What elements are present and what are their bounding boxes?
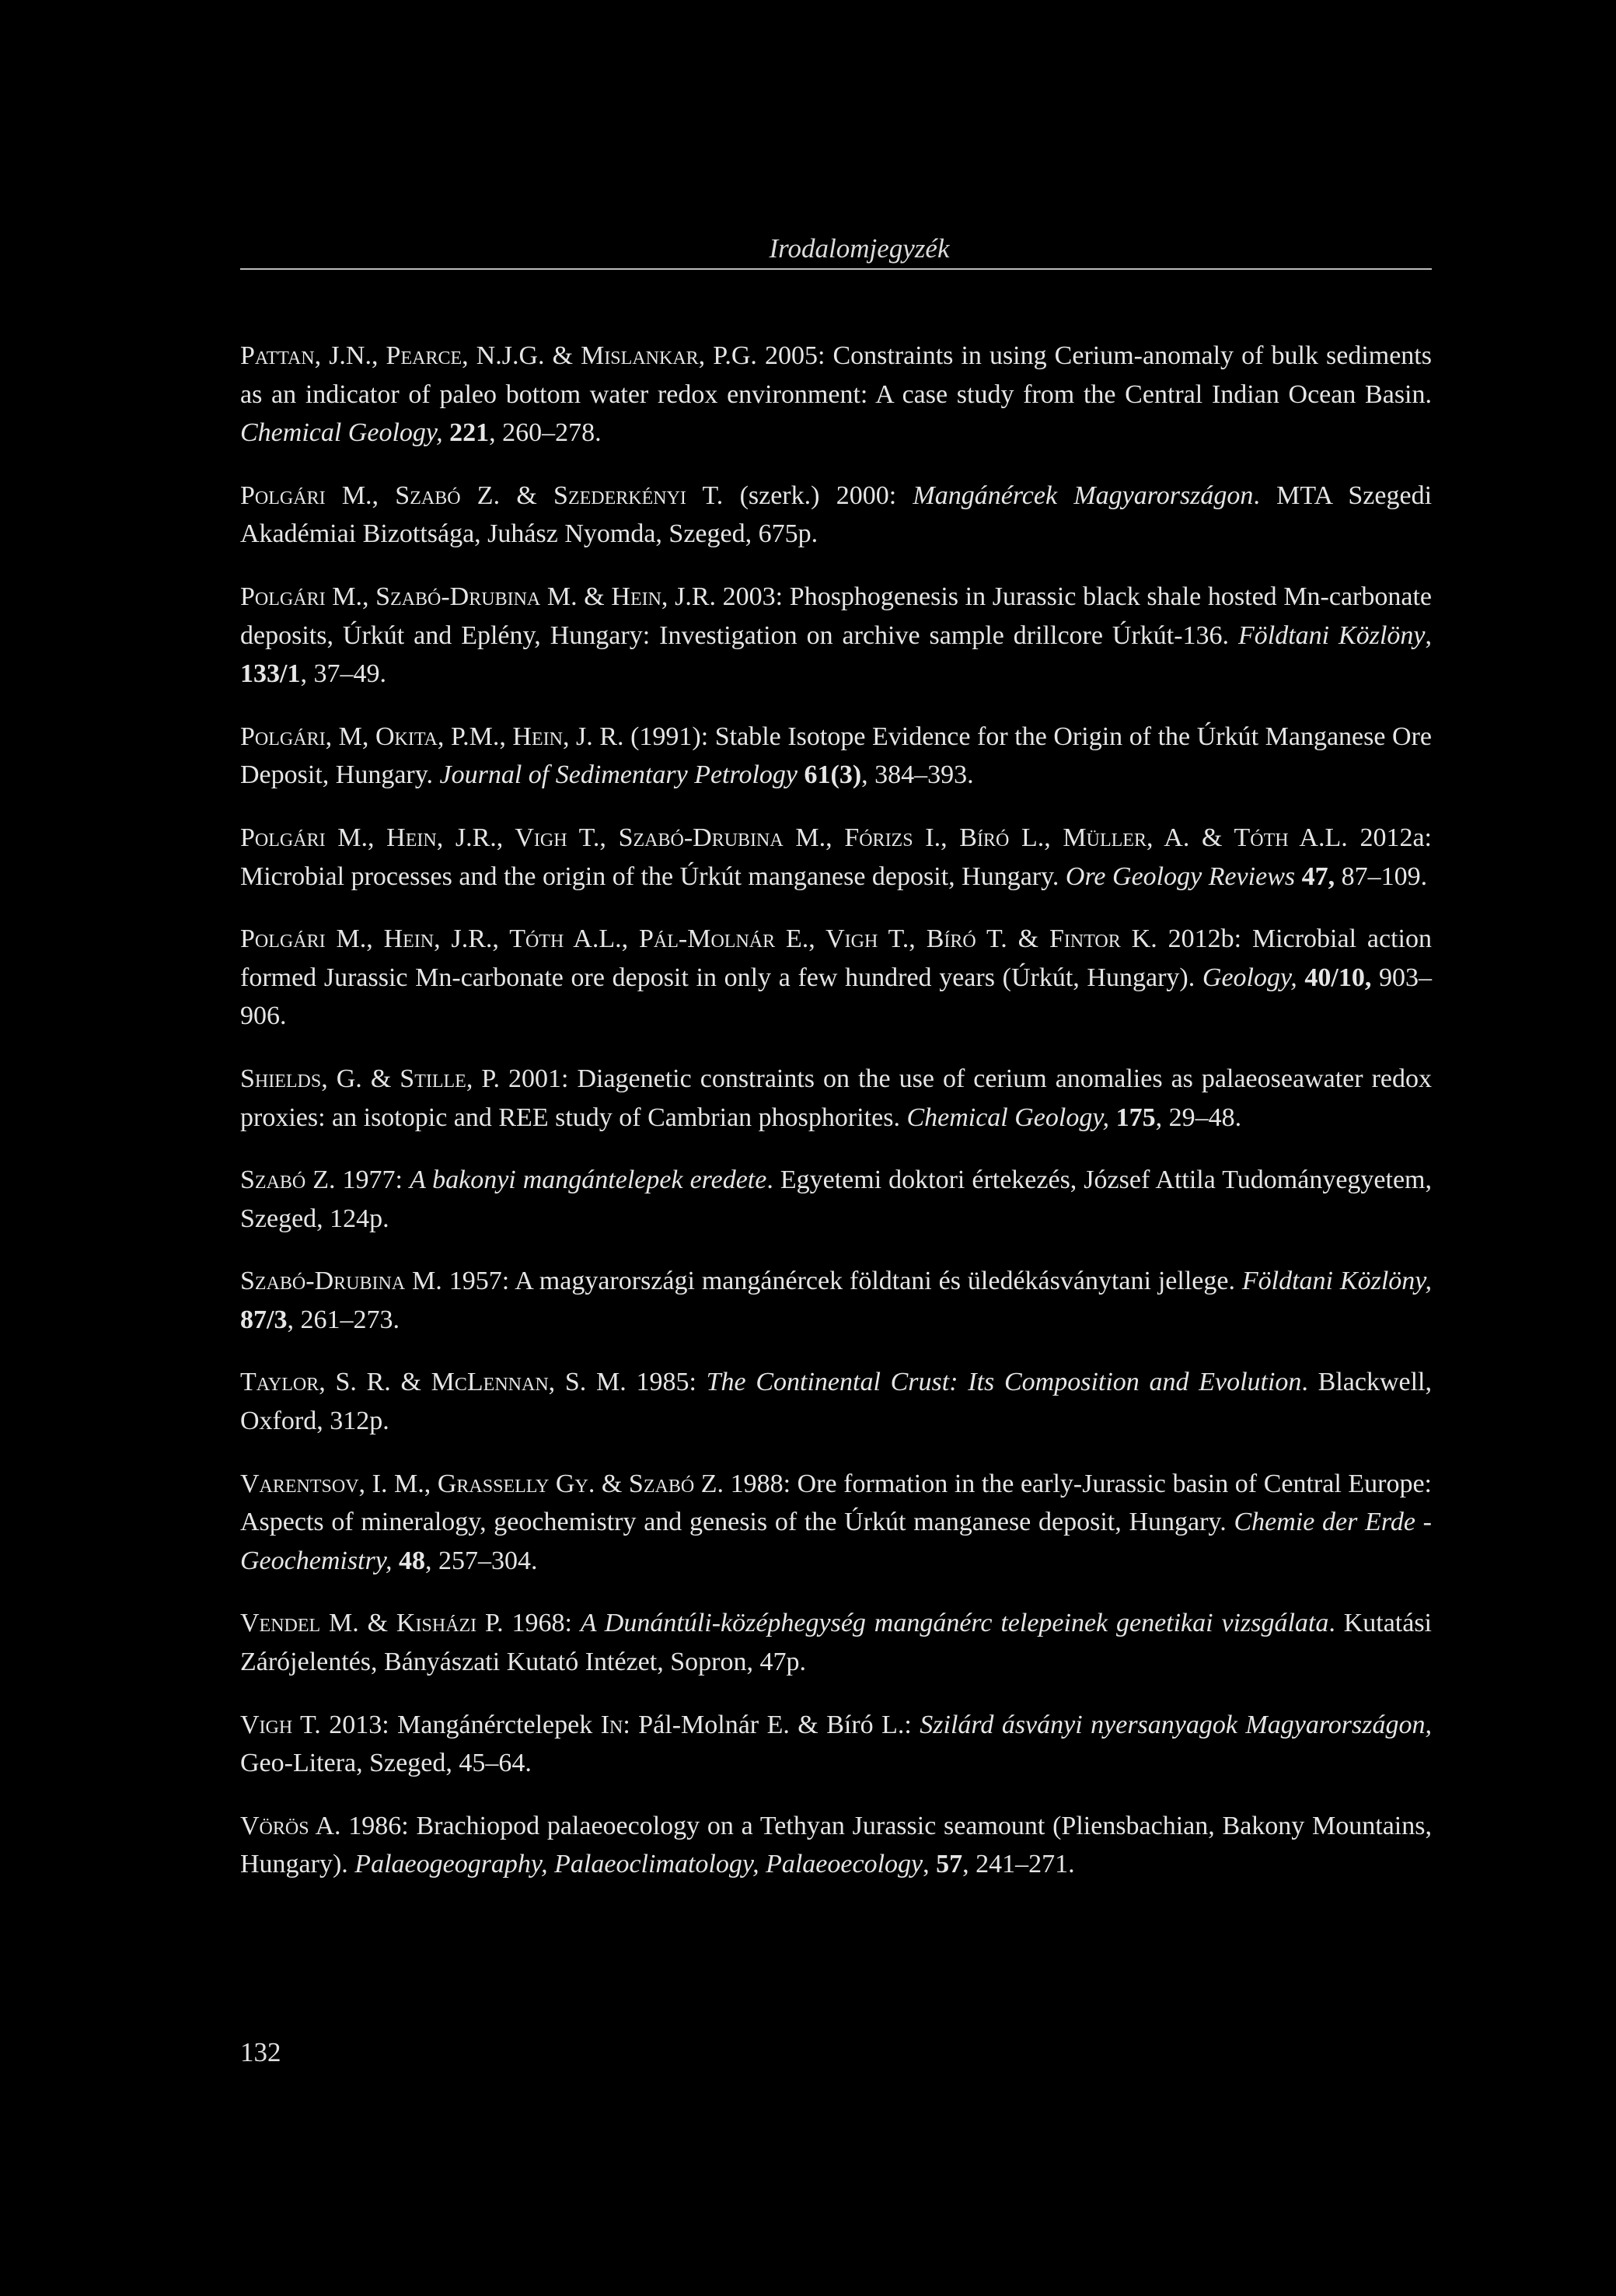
author-names: Szabó Z. <box>240 1165 336 1195</box>
citation-text: 2012b: Microbial action formed Jurassic Mn-carbonate ore deposit in only a few hundred years (Úrkút, Hungary). <box>240 924 1432 992</box>
author-names: In <box>600 1710 623 1739</box>
publication-title: Chemie der Erde - Geochemistry, <box>240 1508 1432 1575</box>
citation-text: (1991): Stable Isotope Evidence for the Origin of the Úrkút Manganese Ore Deposit, Hungary. <box>240 722 1432 790</box>
volume-number: 61(3) <box>798 760 862 790</box>
reference-entry <box>240 1706 1432 1783</box>
reference-entry <box>240 1363 1432 1440</box>
author-names: Szabó-Drubina M. <box>240 1267 442 1296</box>
reference-entry <box>240 718 1432 795</box>
author-names: Shields, G. & Stille, P. <box>240 1064 500 1093</box>
publication-title: Mangánércek Magyarországon <box>913 481 1254 510</box>
publication-title: The Continental Crust: Its Composition and Evolution <box>706 1368 1302 1397</box>
author-names: Polgári M., Szabó Z. & Szederkényi T. <box>240 481 724 510</box>
reference-entry <box>240 819 1432 896</box>
publication-title: Földtani Közlöny, <box>1241 1267 1432 1296</box>
page-number: 132 <box>240 2037 281 2067</box>
author-names: Pattan, J.N., Pearce, N.J.G. & Mislankar, P.G. <box>240 341 757 370</box>
reference-entry <box>240 578 1432 694</box>
reference-entry <box>240 920 1432 1036</box>
reference-entry <box>240 1262 1432 1339</box>
volume-number: 40/10, <box>1297 963 1372 992</box>
author-names: Vörös A. <box>240 1811 341 1840</box>
volume-number: 133/1 <box>240 659 301 689</box>
volume-number: 57 <box>936 1850 963 1879</box>
author-names: Polgári M., Szabó-Drubina M. & Hein, J.R. <box>240 582 717 611</box>
publication-title: Chemical Geology, <box>240 418 443 448</box>
volume-number: 175 <box>1109 1103 1156 1132</box>
publication-title: Földtani Közlöny <box>1238 620 1426 650</box>
reference-entry <box>240 1060 1432 1137</box>
volume-number: 87/3 <box>240 1305 288 1334</box>
citation-text: . MTA Szegedi Akadémiai Bizottsága, Juhász Nyomda, Szeged, 675p. <box>240 481 1433 549</box>
header-title: Irodalomjegyzék <box>769 233 950 264</box>
author-names: Polgári M., Hein, J.R., Vigh T., Szabó-Drubina M., Fórizs I., Bíró L., Müller, A. & Tóth A.L. <box>240 823 1348 852</box>
citation-text: 1957: A magyarországi mangánércek földtani és üledékásványtani jellege. <box>442 1267 1242 1296</box>
citation-text: . Egyetemi doktori értekezés, József Attila Tudományegyetem, Szeged, 124p. <box>240 1165 1432 1233</box>
volume-number: 221 <box>442 418 490 448</box>
citation-text: . Blackwell, Oxford, 312p. <box>240 1368 1432 1436</box>
citation-text: 1977: <box>335 1165 410 1195</box>
citation-text: 2012a: Microbial processes and the origin of the Úrkút manganese deposit, Hungary. <box>240 823 1432 891</box>
publication-title: Szilárd ásványi nyersanyagok Magyarországon, <box>920 1710 1433 1739</box>
publication-title: Geology, <box>1202 963 1297 992</box>
publication-title: Ore Geology Reviews <box>1065 861 1296 891</box>
citation-text: , <box>923 1850 937 1879</box>
author-names: Varentsov, I. M., Grasselly Gy. & Szabó Z. <box>240 1469 724 1498</box>
publication-title: Journal of Sedimentary Petrology <box>439 760 798 790</box>
citation-text: , 37–49. <box>300 659 386 689</box>
volume-number: 47, <box>1295 861 1335 891</box>
citation-text: , <box>1425 620 1433 650</box>
publication-title: Palaeogeography, Palaeoclimatology, Palaeoecology <box>354 1850 923 1879</box>
citation-text: 2005: Constraints in using Cerium-anomaly of bulk sediments as an indicator of paleo bottom water redox environment: A case study from the Central Indian Ocean Basin. <box>240 341 1432 409</box>
citation-text: 1988: Ore formation in the early-Jurassic basin of Central Europe: Aspects of mineralogy, geochemistry and genesis of the Úrkút manganese deposit, Hungary. <box>240 1469 1432 1537</box>
citation-text: 1986: Brachiopod palaeoecology on a Tethyan Jurassic seamount (Pliensbachian, Bakony Mountains, Hungary). <box>240 1811 1432 1879</box>
citation-text: , 257–304. <box>424 1546 538 1575</box>
citation-text: 1968: <box>503 1609 581 1638</box>
citation-text: : Pál-Molnár E. & Bíró L.: <box>623 1710 920 1739</box>
citation-text: , 29–48. <box>1155 1103 1242 1132</box>
publication-title: A Dunántúli-középhegység mangánérc telepeinek genetikai vizsgálata <box>580 1609 1329 1638</box>
citation-text: 2013: Mangánérctelepek <box>320 1710 601 1739</box>
reference-list <box>240 337 1432 1908</box>
publication-title: Chemical Geology, <box>906 1103 1110 1132</box>
citation-text: 2003: Phosphogenesis in Jurassic black shale hosted Mn-carbonate deposits, Úrkút and Eplény, Hungary: Investigation on archive sample drillcore Úrkút-136. <box>240 582 1433 650</box>
author-names: Taylor, S. R. & McLennan, S. M. <box>240 1368 627 1397</box>
reference-entry <box>240 1807 1432 1884</box>
author-names: Polgári M., Hein, J.R., Tóth A.L., Pál-Molnár E., Vigh T., Bíró T. & Fintor K. <box>240 924 1157 954</box>
citation-text: (szerk.) 2000: <box>723 481 913 510</box>
citation-text: 2001: Diagenetic constraints on the use of cerium anomalies as palaeoseawater redox proxies: an isotopic and REE study of Cambrian phosphorites. <box>240 1064 1432 1132</box>
reference-entry <box>240 477 1432 554</box>
author-names: Polgári, M, Okita, P.M., Hein, J. R. <box>240 722 624 751</box>
reference-entry <box>240 1465 1432 1581</box>
citation-text: , 241–271. <box>962 1850 1075 1879</box>
citation-text: Geo-Litera, Szeged, 45–64. <box>240 1749 532 1778</box>
reference-entry <box>240 1604 1432 1681</box>
author-names: Vendel M. & Kisházi P. <box>240 1609 504 1638</box>
citation-text: , 260–278. <box>489 418 602 448</box>
reference-entry <box>240 337 1432 453</box>
author-names: Vigh T. <box>240 1710 321 1739</box>
citation-text: 903–906. <box>240 963 1433 1031</box>
volume-number: 48 <box>392 1546 425 1575</box>
citation-text: 1985: <box>626 1368 707 1397</box>
citation-text: . Kutatási Zárójelentés, Bányászati Kutató Intézet, Sopron, 47p. <box>240 1609 1432 1677</box>
reference-entry <box>240 1161 1432 1238</box>
publication-title: A bakonyi mangántelepek eredete <box>409 1165 767 1195</box>
running-header <box>240 233 1432 270</box>
citation-text: , 261–273. <box>287 1305 400 1334</box>
citation-text: , 384–393. <box>861 760 974 790</box>
citation-text: 87–109. <box>1335 861 1428 891</box>
